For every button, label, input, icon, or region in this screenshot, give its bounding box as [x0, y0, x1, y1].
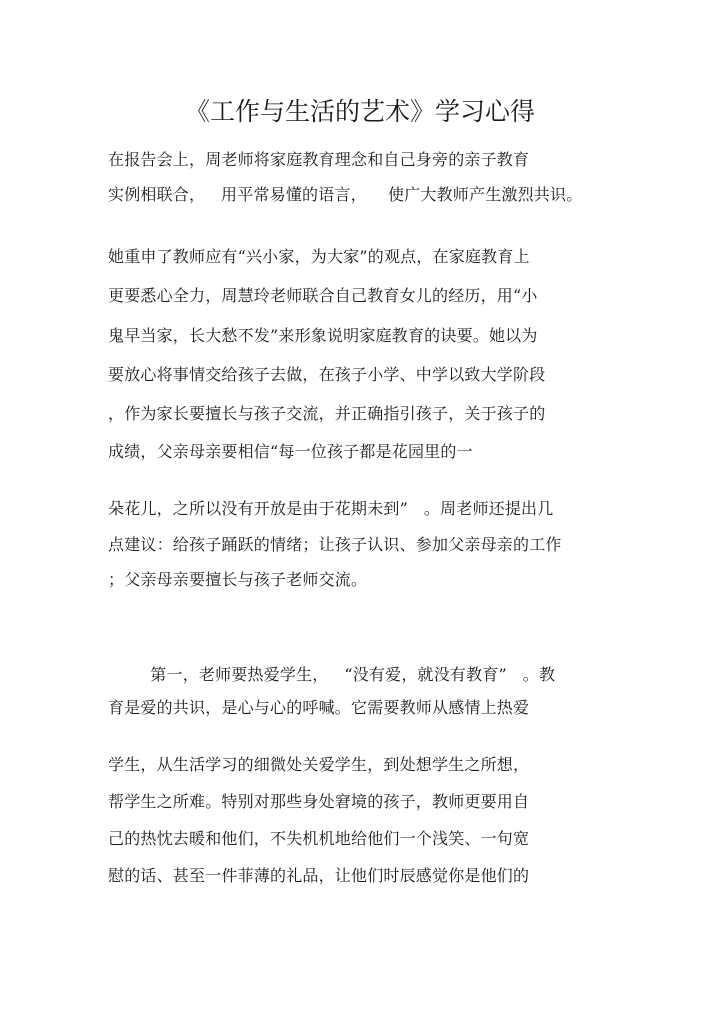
text-line: 点建议：给孩子踊跃的情绪；让孩子认识、参加父亲母亲的工作: [108, 535, 562, 554]
text-line: 实例相联合， 用平常易懂的语言， 使广大教师产生激烈共识。: [108, 185, 583, 204]
document-title: 《工作与生活的艺术》学习心得: [184, 97, 535, 126]
text-line: 更要悉心全力，周慧玲老师联合自己教育女儿的经历，用“小: [108, 286, 538, 305]
text-line: 要放心将事情交给孩子去做，在孩子小学、中学以致大学阶段: [108, 365, 546, 384]
text-line: 朵花儿，之所以没有开放是由于花期未到” 。周老师还提出几: [108, 499, 554, 518]
text-line: ；父亲母亲要擅长与孩子老师交流。: [108, 570, 368, 589]
text-line: 成绩，父亲母亲要相信“每一位孩子都是花园里的一: [108, 442, 473, 461]
text-line: 她重申了教师应有“兴小家，为大家”的观点，在家庭教育上: [108, 247, 530, 266]
text-line: 己的热忱去暖和他们，不失机机地给他们一个浅笑、一句宽: [108, 829, 530, 848]
text-line: 帮学生之所难。特别对那些身处窘境的孩子，教师更要用自: [108, 792, 530, 811]
text-line: 慰的话、甚至一件菲薄的礼品，让他们时辰感觉你是他们的: [108, 866, 530, 885]
text-line: 第一，老师要热爱学生， “没有爱，就没有教育” 。教: [108, 665, 556, 684]
text-line: 鬼早当家，长大愁不发”来形象说明家庭教育的诀要。她以为: [108, 326, 538, 345]
text-line: ，作为家长要擅长与孩子交流，并正确指引孩子，关于孩子的: [108, 404, 546, 423]
text-line: 在报告会上，周老师将家庭教育理念和自己身旁的亲子教育: [108, 150, 530, 169]
text-line: 育是爱的共识，是心与心的呼喊。它需要教师从感情上热爱: [108, 698, 530, 717]
text-line: 学生，从生活学习的细微处关爱学生，到处想学生之所想，: [108, 755, 530, 774]
